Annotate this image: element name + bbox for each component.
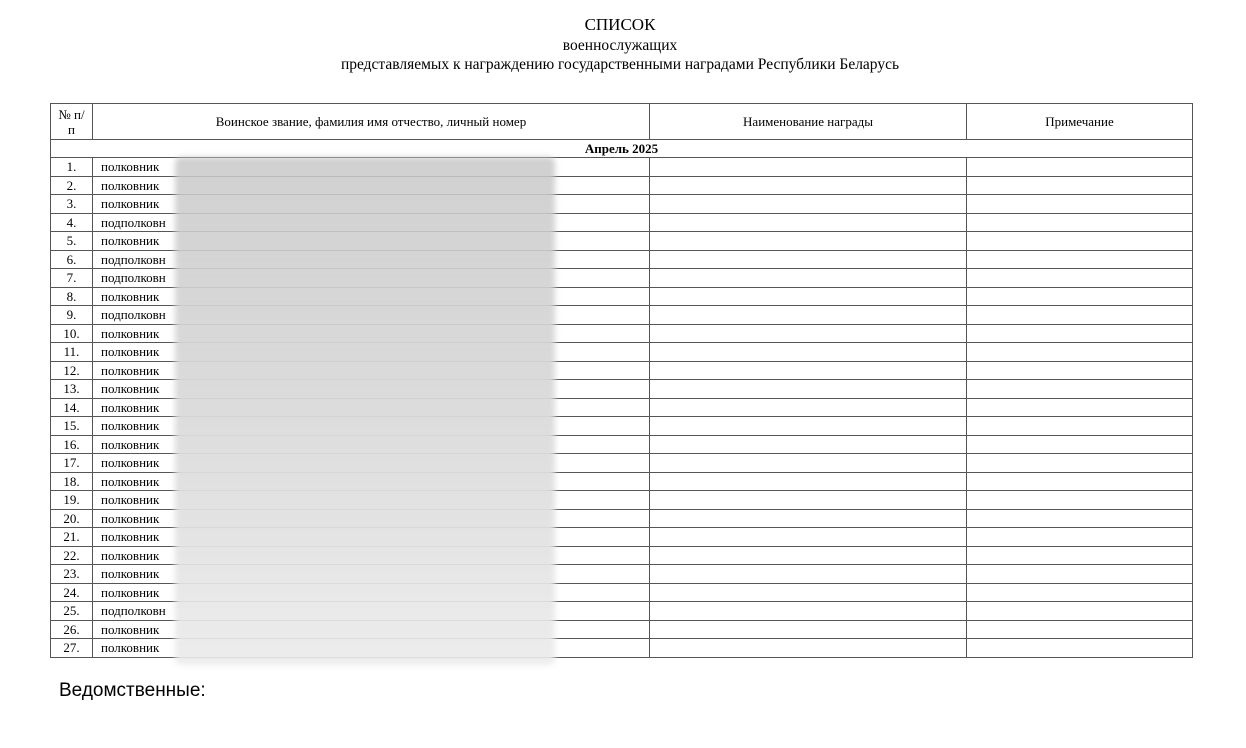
row-note — [967, 565, 1193, 584]
row-award — [650, 158, 967, 177]
row-note — [967, 509, 1193, 528]
row-number: 15. — [51, 417, 93, 436]
document-header — [0, 14, 1240, 74]
period-label: Апрель 2025 — [51, 140, 1193, 158]
row-person: полковник — [93, 417, 650, 436]
row-award — [650, 195, 967, 214]
row-person: подполковн — [93, 269, 650, 288]
row-note — [967, 306, 1193, 325]
row-award — [650, 250, 967, 269]
row-award — [650, 213, 967, 232]
row-note — [967, 269, 1193, 288]
redaction-blur — [175, 157, 555, 665]
row-number: 10. — [51, 324, 93, 343]
row-award — [650, 454, 967, 473]
row-person: полковник — [93, 509, 650, 528]
column-header-note: Примечание — [967, 104, 1193, 140]
row-award — [650, 269, 967, 288]
row-award — [650, 361, 967, 380]
row-note — [967, 454, 1193, 473]
row-award — [650, 380, 967, 399]
column-header-number — [51, 104, 93, 140]
row-person: полковник — [93, 158, 650, 177]
row-person: полковник — [93, 454, 650, 473]
row-award — [650, 620, 967, 639]
row-number: 27. — [51, 639, 93, 658]
row-note — [967, 602, 1193, 621]
row-award — [650, 491, 967, 510]
document-subtitle: военнослужащих — [562, 37, 678, 54]
row-person: подполковн — [93, 602, 650, 621]
row-person: полковник — [93, 639, 650, 658]
row-number: 9. — [51, 306, 93, 325]
row-note — [967, 546, 1193, 565]
row-award — [650, 602, 967, 621]
row-award — [650, 287, 967, 306]
row-number: 11. — [51, 343, 93, 362]
row-award — [650, 639, 967, 658]
row-number: 1. — [51, 158, 93, 177]
row-person: полковник — [93, 324, 650, 343]
row-note — [967, 250, 1193, 269]
row-number: 6. — [51, 250, 93, 269]
row-note — [967, 232, 1193, 251]
row-note — [967, 380, 1193, 399]
row-person: подполковн — [93, 250, 650, 269]
row-number: 14. — [51, 398, 93, 417]
row-person: подполковн — [93, 306, 650, 325]
row-person: полковник — [93, 232, 650, 251]
row-person: полковник — [93, 565, 650, 584]
footer-label: Ведомственные: — [59, 680, 206, 701]
row-number: 7. — [51, 269, 93, 288]
row-award — [650, 509, 967, 528]
row-person: полковник — [93, 583, 650, 602]
row-award — [650, 324, 967, 343]
row-award — [650, 583, 967, 602]
row-number: 3. — [51, 195, 93, 214]
row-award — [650, 417, 967, 436]
row-note — [967, 176, 1193, 195]
row-note — [967, 417, 1193, 436]
row-award — [650, 472, 967, 491]
row-number: 2. — [51, 176, 93, 195]
row-person: полковник — [93, 546, 650, 565]
row-note — [967, 435, 1193, 454]
row-person: полковник — [93, 361, 650, 380]
row-note — [967, 639, 1193, 658]
row-number: 18. — [51, 472, 93, 491]
row-note — [967, 398, 1193, 417]
row-number: 12. — [51, 361, 93, 380]
column-header-award: Наименование награды — [650, 104, 967, 140]
row-award — [650, 435, 967, 454]
table-header-row — [51, 104, 1193, 140]
document-description: представляемых к награждению государственными наградами Республики Беларусь — [340, 56, 900, 73]
row-note — [967, 213, 1193, 232]
row-person: полковник — [93, 528, 650, 547]
row-person: полковник — [93, 176, 650, 195]
row-award — [650, 398, 967, 417]
row-note — [967, 583, 1193, 602]
row-number: 5. — [51, 232, 93, 251]
row-person: полковник — [93, 398, 650, 417]
row-award — [650, 343, 967, 362]
row-person: полковник — [93, 380, 650, 399]
row-note — [967, 324, 1193, 343]
row-note — [967, 343, 1193, 362]
row-person: полковник — [93, 491, 650, 510]
row-award — [650, 565, 967, 584]
row-note — [967, 472, 1193, 491]
row-number: 20. — [51, 509, 93, 528]
row-note — [967, 158, 1193, 177]
row-number: 21. — [51, 528, 93, 547]
row-number: 17. — [51, 454, 93, 473]
row-number: 25. — [51, 602, 93, 621]
row-number: 22. — [51, 546, 93, 565]
row-note — [967, 528, 1193, 547]
row-award — [650, 546, 967, 565]
row-number: 24. — [51, 583, 93, 602]
column-header-number-label: № п/п — [58, 106, 85, 137]
row-note — [967, 491, 1193, 510]
row-number: 16. — [51, 435, 93, 454]
row-number: 23. — [51, 565, 93, 584]
row-award — [650, 176, 967, 195]
row-person: полковник — [93, 620, 650, 639]
row-note — [967, 620, 1193, 639]
row-number: 19. — [51, 491, 93, 510]
row-award — [650, 528, 967, 547]
row-person: полковник — [93, 472, 650, 491]
period-row — [51, 140, 1193, 158]
row-note — [967, 361, 1193, 380]
row-person: подполковн — [93, 213, 650, 232]
row-number: 26. — [51, 620, 93, 639]
column-header-person: Воинское звание, фамилия имя отчество, личный номер — [93, 104, 650, 140]
row-number: 13. — [51, 380, 93, 399]
row-note — [967, 195, 1193, 214]
row-number: 4. — [51, 213, 93, 232]
row-number: 8. — [51, 287, 93, 306]
row-note — [967, 287, 1193, 306]
row-person: полковник — [93, 287, 650, 306]
row-award — [650, 232, 967, 251]
row-person: полковник — [93, 435, 650, 454]
row-person: полковник — [93, 343, 650, 362]
row-award — [650, 306, 967, 325]
document-title: СПИСОК — [584, 15, 656, 34]
row-person: полковник — [93, 195, 650, 214]
